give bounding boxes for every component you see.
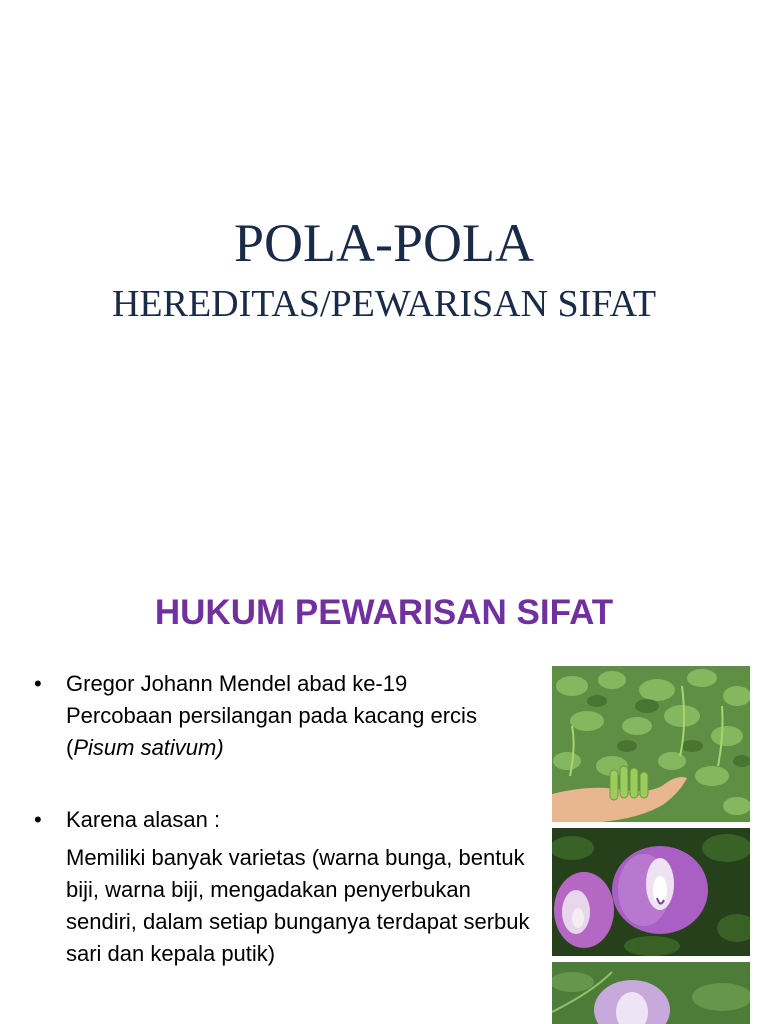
bullet-text-line: Percobaan persilangan pada kacang ercis — [66, 703, 477, 728]
species-name: Pisum sativum) — [73, 735, 224, 760]
section-heading: HUKUM PEWARISAN SIFAT — [154, 593, 614, 632]
pea-plant-photo — [552, 666, 750, 822]
bullet-item-reasons — [32, 804, 542, 970]
paren-open: ( — [66, 735, 74, 760]
bullet-paragraph: Memiliki banyak varietas (warna bunga, bentuk biji, warna biji, mengadakan penyerbukan sendiri, dalam setiap bunganya terdapat serbuk sari dan kepala putik) — [66, 845, 530, 966]
bullet-text-line — [66, 732, 542, 764]
spacer — [32, 764, 542, 804]
slide-title: POLA-POLA — [233, 213, 534, 273]
butterfly-pea-flower-photo-2 — [552, 962, 750, 1024]
bullet-text-line: Gregor Johann Mendel abad ke-19 — [66, 671, 408, 696]
butterfly-pea-flower-photo — [552, 828, 750, 956]
bullet-dot: • — [34, 671, 42, 696]
bullet-text-line: Karena alasan : — [66, 807, 221, 832]
slide-subtitle: HEREDITAS/PEWARISAN SIFAT — [111, 283, 657, 325]
bullet-dot: • — [34, 807, 42, 832]
bullet-list — [32, 668, 542, 970]
bullet-item-mendel — [32, 668, 542, 764]
